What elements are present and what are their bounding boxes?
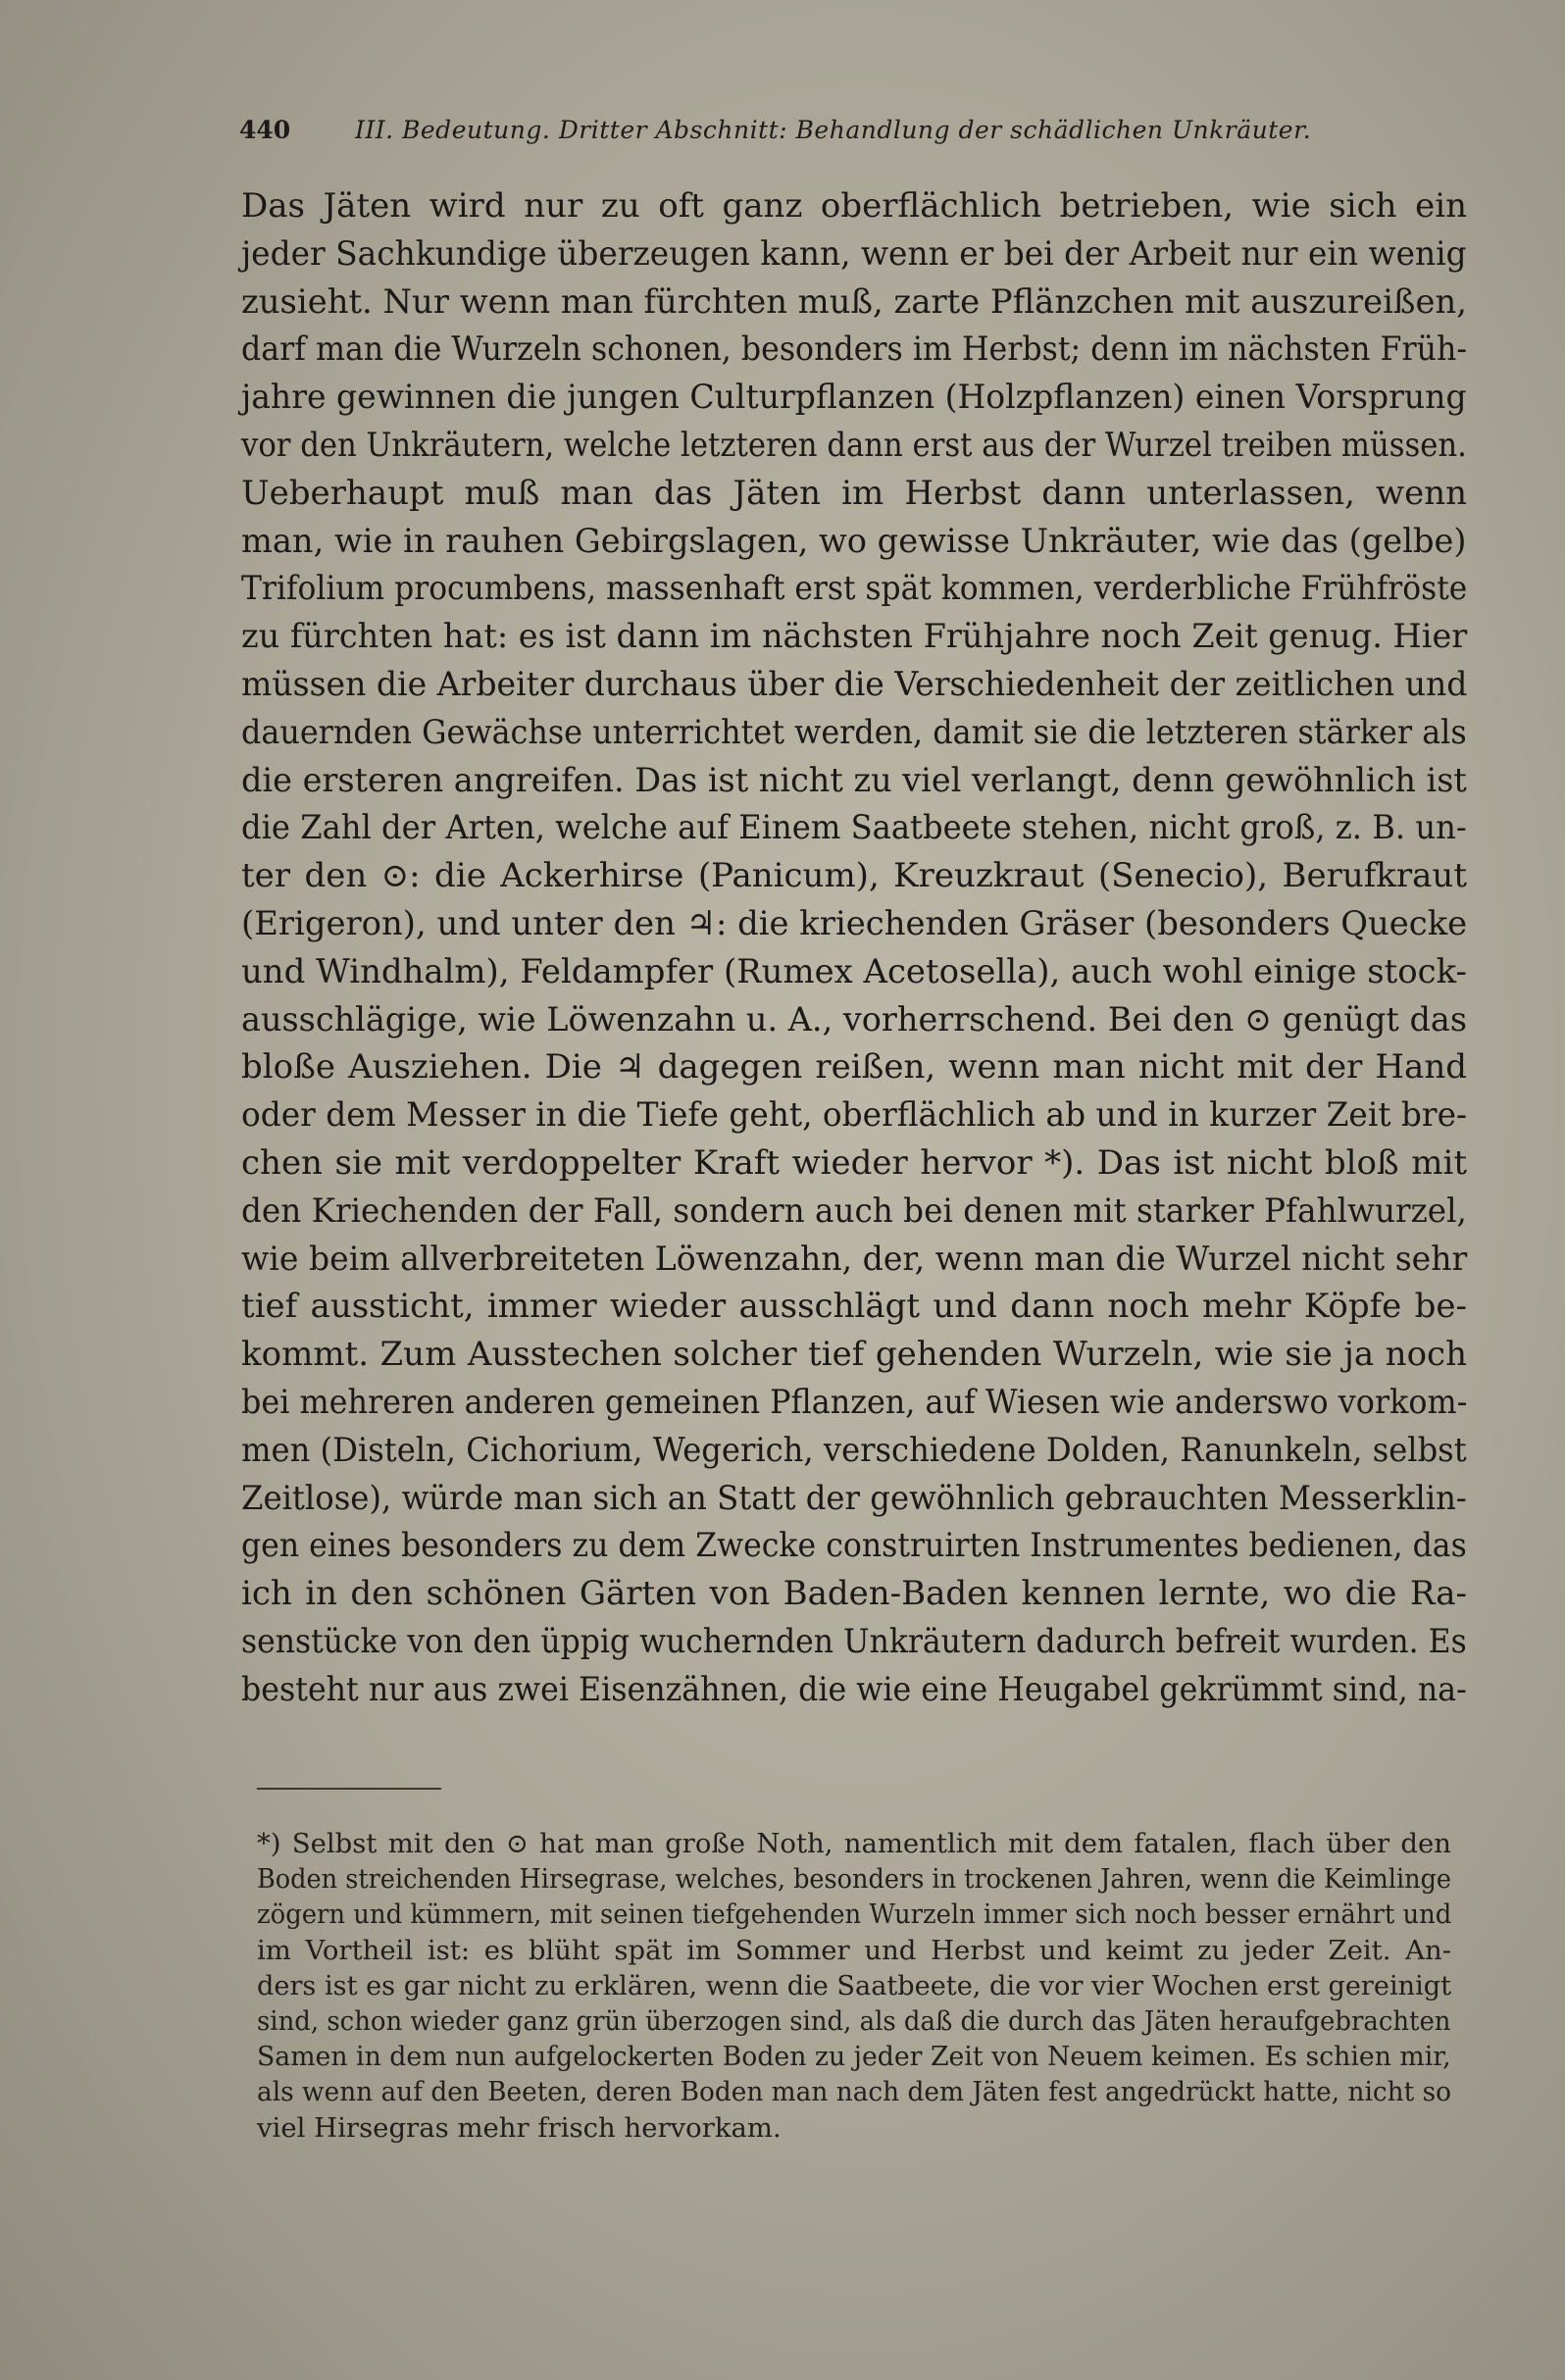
body-line: Trifolium procumbens, massenhaft erst spät kommen, verderbliche Frühfröste xyxy=(241,569,1468,609)
footnote-line: *) Selbst mit den ⊙ hat man große Noth, namentlich mit dem fatalen, flach über den xyxy=(257,1828,1451,1859)
body-line: ich in den schönen Gärten von Baden-Baden kennen lernte, wo die Ra- xyxy=(241,1574,1467,1614)
body-line: darf man die Wurzeln schonen, besonders im Herbst; denn im nächsten Früh- xyxy=(241,329,1468,370)
body-line: kommt. Zum Ausstechen solcher tief gehenden Wurzeln, wie sie ja noch xyxy=(241,1335,1467,1375)
body-line: dauernden Gewächse unterrichtet werden, damit sie die letzteren stärker als xyxy=(241,712,1467,752)
body-line: men (Disteln, Cichorium, Wegerich, verschiedene Dolden, Ranunkeln, selbst xyxy=(241,1430,1467,1470)
footnote-line: als wenn auf den Beeten, deren Boden man nach dem Jäten fest angedrückt hatte, nicht so xyxy=(257,2076,1451,2108)
body-line: jahre gewinnen die jungen Culturpflanzen (Holzpflanzen) einen Vorsprung xyxy=(241,378,1467,418)
page-number: 440 xyxy=(239,116,291,144)
body-line: wie beim allverbreiteten Löwenzahn, der, wenn man die Wurzel nicht sehr xyxy=(241,1239,1468,1279)
body-line: vor den Unkräutern, welche letzteren dann erst aus der Wurzel treiben müssen. xyxy=(241,425,1467,465)
body-line: ter den ⊙: die Ackerhirse (Panicum), Kreuzkraut (Senecio), Berufkraut xyxy=(241,856,1467,896)
body-line: bloße Ausziehen. Die ♃ dagegen reißen, wenn man nicht mit der Hand xyxy=(241,1047,1467,1088)
footnote-line: viel Hirsegras mehr frisch hervorkam. xyxy=(257,2111,782,2144)
footnote-line: Samen in dem nun aufgelockerten Boden zu jeder Zeit von Neuem keimen. Es schien mir, xyxy=(257,2041,1451,2073)
body-line: die ersteren angreifen. Das ist nicht zu viel verlangt, denn gewöhnlich ist xyxy=(241,760,1467,800)
page-header xyxy=(239,116,1357,155)
footnote-line: Boden streichenden Hirsegrase, welches, besonders in trockenen Jahren, wenn die Keimlinge xyxy=(257,1863,1452,1896)
body-line: den Kriechenden der Fall, sondern auch bei denen mit starker Pfahlwurzel, xyxy=(241,1190,1467,1231)
body-line: Das Jäten wird nur zu oft ganz oberflächlich betrieben, wie sich ein xyxy=(241,186,1467,226)
body-line: müssen die Arbeiter durchaus über die Verschiedenheit der zeitlichen und xyxy=(241,664,1468,704)
body-line: besteht nur aus zwei Eisenzähnen, die wie eine Heugabel gekrümmt sind, na- xyxy=(241,1669,1467,1709)
body-line: jeder Sachkundige überzeugen kann, wenn er bei der Arbeit nur ein wenig xyxy=(241,233,1467,274)
body-line: die Zahl der Arten, welche auf Einem Saatbeete stehen, nicht groß, z. B. un- xyxy=(241,808,1467,848)
footnote-line: zögern und kümmern, mit seinen tiefgehenden Wurzeln immer sich noch besser ernährt und xyxy=(257,1899,1452,1931)
body-line: Zeitlose), würde man sich an Statt der gewöhnlich gebrauchten Messerklin- xyxy=(241,1478,1467,1518)
body-line: bei mehreren anderen gemeinen Pflanzen, auf Wiesen wie anderswo vorkom- xyxy=(241,1382,1468,1422)
body-text xyxy=(241,182,1467,1714)
body-line: zusieht. Nur wenn man fürchten muß, zarte Pflänzchen mit auszureißen, xyxy=(241,281,1467,322)
body-line: oder dem Messer in die Tiefe geht, oberflächlich ab und in kurzer Zeit bre- xyxy=(241,1095,1468,1136)
body-line: ausschlägige, wie Löwenzahn u. A., vorherrschend. Bei den ⊙ genügt das xyxy=(241,999,1468,1039)
body-line: chen sie mit verdoppelter Kraft wieder hervor *). Das ist nicht bloß mit xyxy=(241,1142,1467,1183)
footnote-line: im Vortheil ist: es blüht spät im Sommer und Herbst und keimt zu jeder Zeit. An- xyxy=(257,1934,1451,1966)
footnote-divider xyxy=(257,1788,441,1790)
running-head: III. Bedeutung. Dritter Abschnitt: Behandlung der schädlichen Unkräuter. xyxy=(355,116,1312,144)
footnote-line: sind, schon wieder ganz grün überzogen sind, als daß die durch das Jäten heraufgebrachten xyxy=(257,2004,1451,2037)
body-line: zu fürchten hat: es ist dann im nächsten Frühjahre noch Zeit genug. Hier xyxy=(241,617,1468,657)
body-line: und Windhalm), Feldampfer (Rumex Acetosella), auch wohl einige stock- xyxy=(241,951,1467,991)
body-line: tief aussticht, immer wieder ausschlägt und dann noch mehr Köpfe be- xyxy=(241,1287,1467,1327)
body-line: gen eines besonders zu dem Zwecke construirten Instrumentes bedienen, das xyxy=(241,1526,1467,1566)
body-line: senstücke von den üppig wuchernden Unkräutern dadurch befreit wurden. Es xyxy=(241,1621,1467,1661)
footnote-line: ders ist es gar nicht zu erklären, wenn die Saatbeete, die vor vier Wochen erst gereinigt xyxy=(257,1969,1452,2001)
body-line: (Erigeron), und unter den ♃: die kriechenden Gräser (besonders Quecke xyxy=(241,903,1468,943)
footnote xyxy=(257,1826,1451,2146)
body-line: Ueberhaupt muß man das Jäten im Herbst dann unterlassen, wenn xyxy=(241,473,1467,513)
body-line: man, wie in rauhen Gebirgslagen, wo gewisse Unkräuter, wie das (gelbe) xyxy=(241,521,1467,561)
